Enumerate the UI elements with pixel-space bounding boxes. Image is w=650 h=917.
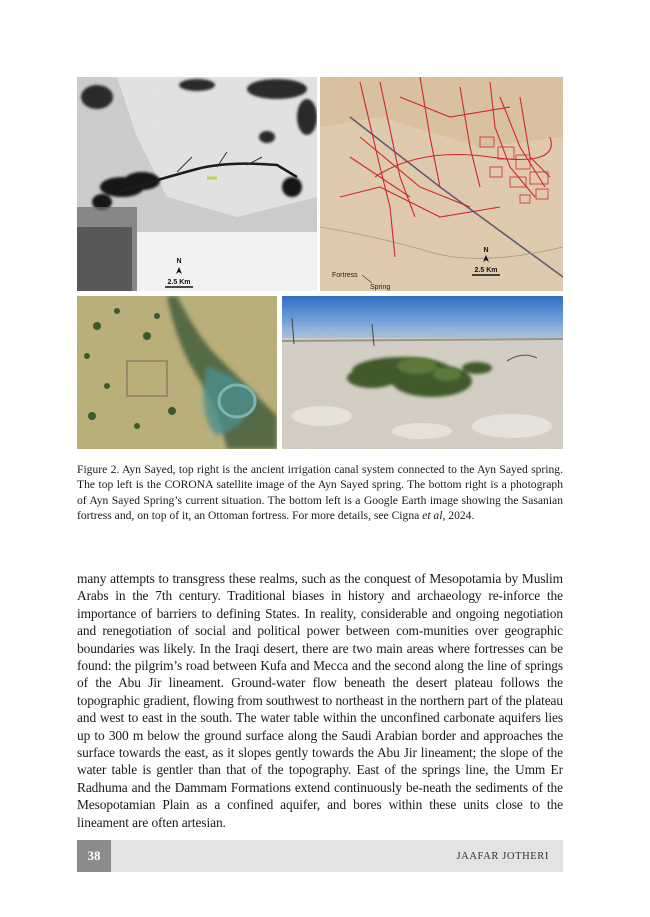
caption-citation-year: , 2024. [442, 508, 475, 522]
spring-photograph [282, 296, 563, 449]
north-label: N [483, 247, 489, 254]
google-earth-image [77, 296, 277, 449]
scale-label: 2.5 Km [474, 267, 498, 274]
fortress-label: Fortress [332, 272, 358, 279]
page-footer [77, 840, 563, 872]
spring-label: Spring [370, 284, 391, 291]
body-paragraph: many attempts to transgress these realms, such as the conquest of Mesopotamia by Muslim Arabs in the 7th century. Traditional biases in history and archaeology re-inforce the importance of barriers to defining States. In reality, considerable and ongoing negotiation and renegotiation of social and political power between com-munities over geographic boundaries was likely. In the Iraqi desert, there are two main areas where fortresses can be found: the pilgrim’s road between Kufa and Mecca and the second along the line of springs of the Abu Jir lineament. Ground-water flow beneath the desert plateau follows the topographic gradient, flowing from southwest to northeast in the northern part of the plateau and west to east in the south. The water table within the unconfined carbonate aquifers lies up to 300 m below the ground surface along the Saudi Arabian border and approaches the surface towards the east, as it slopes gently towards the Abu Jir lineament; the slope of the water table is gentler than that of the topography. East of the springs line, the Umm Er Radhuma and the Dammam Formations extend continuously be-neath the sediments of the Mesopotamian Plain as a confined aquifer, and bores within these units close to the lineament are often artesian. [77, 571, 563, 830]
running-head: JAAFAR JOTHERI [456, 850, 549, 862]
caption-text: Figure 2. Ayn Sayed, top right is the ancient irrigation canal system connected to the Ayn Sayed spring. The top left is the CORONA satellite image of the Ayn Sayed spring. The bottom right is a photograph of Ayn Sayed Spring’s current situation. The bottom left is a Google Earth image showing the Sasanian fortress and, on top of it, an Ottoman fortress. For more details, see Cigna [77, 463, 563, 522]
caption-citation-etal: et al [422, 508, 443, 522]
figure-caption [77, 462, 563, 523]
scale-label: 2.5 Km [167, 279, 191, 286]
north-label: N [176, 258, 182, 265]
canal-system-map [320, 77, 563, 291]
page-number: 38 [77, 840, 111, 872]
corona-satellite-image [77, 77, 317, 291]
